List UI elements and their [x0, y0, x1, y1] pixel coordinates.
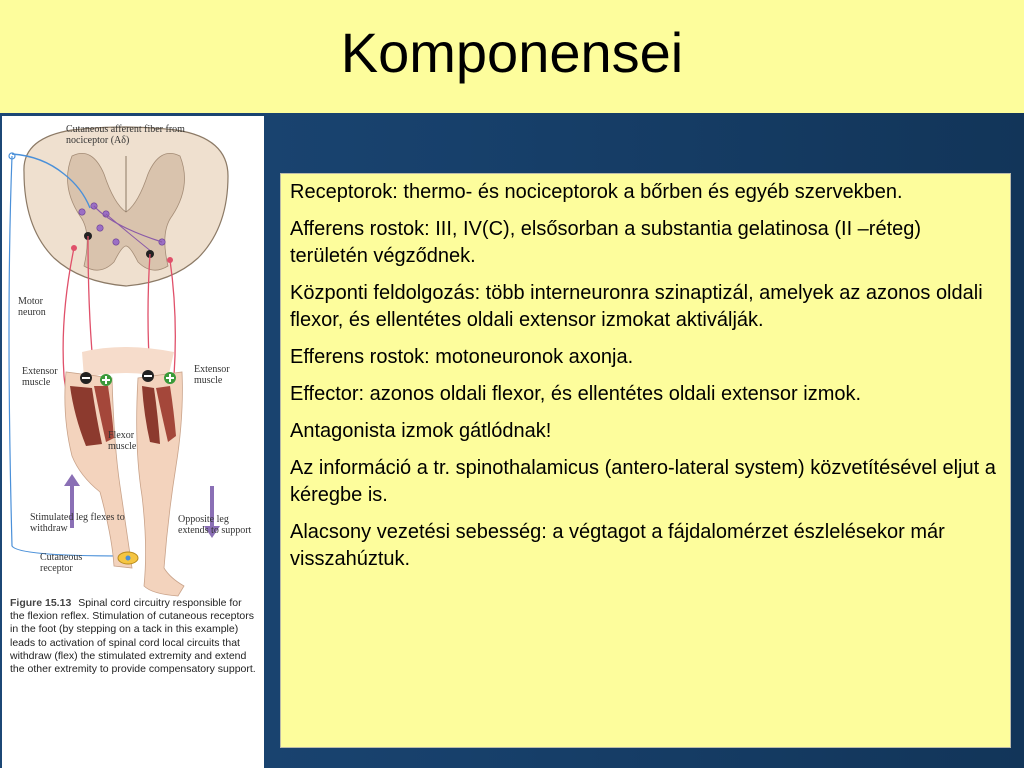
label-stimulated-leg: Stimulated leg flexes to withdraw — [30, 512, 125, 534]
figure-caption — [10, 597, 258, 676]
content-text-box — [280, 173, 1011, 748]
label-motor-neuron: Motor neuron — [18, 296, 46, 318]
figure-caption-number: Figure 15.13 — [10, 597, 72, 609]
label-cutaneous-fiber: Cutaneous afferent fiber from nociceptor (Aδ) — [66, 124, 185, 146]
label-flexor: Flexor muscle — [108, 430, 137, 452]
label-opposite-leg: Opposite leg extends to support — [178, 514, 252, 536]
paragraph-efferent-fibers: Efferens rostok: motoneuronok axonja. — [290, 346, 634, 368]
label-cutaneous-receptor: Cutaneous receptor — [40, 552, 83, 574]
label-extensor-right: Extensor muscle — [194, 364, 230, 386]
paragraph-spinothalamic: Az információ a tr. spinothalamicus (antero-lateral system) közvetítésével eljut a kéregbe is. — [290, 457, 996, 506]
paragraph-central-processing: Központi feldolgozás: több interneuronra szinaptizál, amelyek az azonos oldali flexor, és ellentétes oldali extensor izmokat aktiválják. — [290, 282, 983, 331]
paragraph-afferent-fibers: Afferens rostok: III, IV(C), elsősorban a substantia gelatinosa (II –réteg) területén végződnek. — [290, 218, 922, 267]
paragraph-receptors: Receptorok: thermo- és nociceptorok a bőrben és egyéb szervekben. — [290, 181, 903, 203]
figure-panel — [2, 116, 264, 768]
paragraph-conduction-speed: Alacsony vezetési sebesség: a végtagot a fájdalomérzet észlelésekor már visszahúztuk. — [290, 521, 945, 570]
paragraph-antagonist: Antagonista izmok gátlódnak! — [290, 420, 552, 442]
label-extensor-left: Extensor muscle — [22, 366, 58, 388]
slide-title: Komponensei — [340, 21, 684, 84]
paragraph-effector: Effector: azonos oldali flexor, és ellentétes oldali extensor izmok. — [290, 383, 862, 405]
figure-caption-text: Spinal cord circuitry responsible for the flexion reflex. Stimulation of cutaneous receptors in the foot (by stepping on a tack in this example) leads to activation of spinal cord local circuits that withdraw (flex) the stimulated extremity and extend the other extremity to provide compensatory support. — [10, 597, 256, 676]
